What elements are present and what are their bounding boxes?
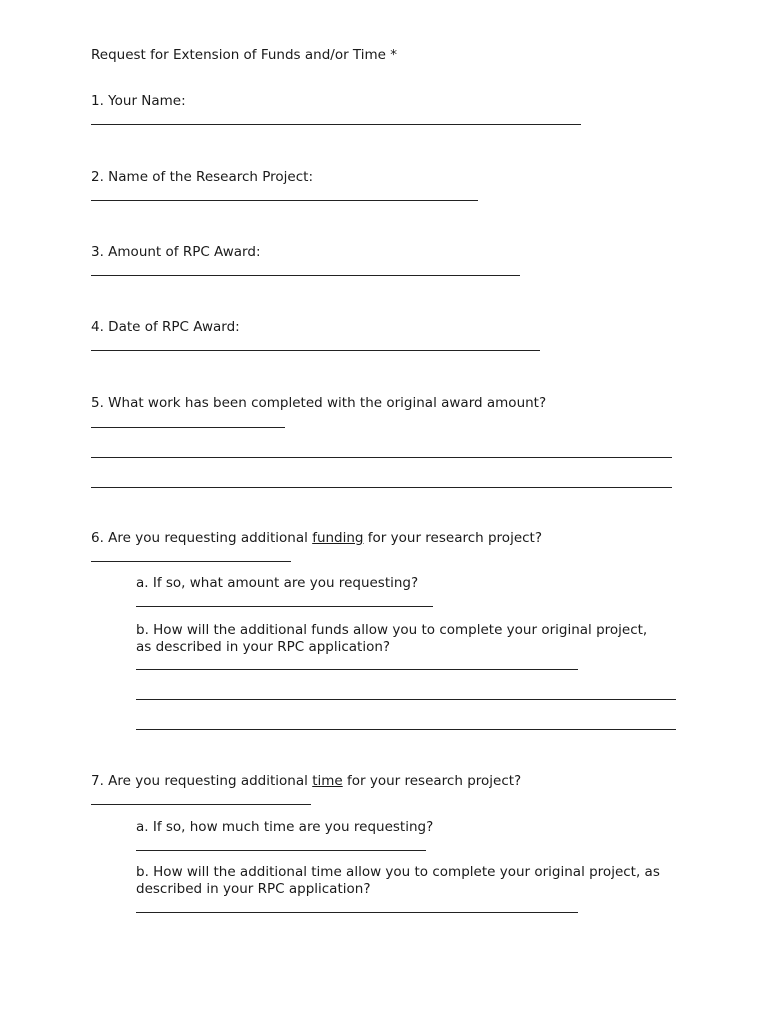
question-7-prefix: 7. Are you requesting additional — [91, 773, 313, 789]
question-6-label — [91, 530, 542, 547]
question-6b-answer-line-2[interactable] — [136, 699, 676, 700]
question-6-emphasis: funding — [312, 530, 364, 546]
question-5-answer-line-1[interactable] — [91, 427, 285, 428]
question-6b-answer-line-3[interactable] — [136, 729, 676, 730]
question-5-answer-line-2[interactable] — [91, 457, 672, 458]
question-2-answer-line[interactable] — [91, 200, 478, 201]
question-7-answer-line[interactable] — [91, 804, 311, 805]
question-6-prefix: 6. Are you requesting additional — [91, 530, 313, 546]
question-7-suffix: for your research project? — [342, 773, 522, 789]
question-4-label: 4. Date of RPC Award: — [91, 319, 240, 335]
question-7a-label: a. If so, how much time are you requesting? — [136, 819, 434, 835]
question-7b-label-line-2: described in your RPC application? — [136, 881, 371, 897]
question-6b-label-line-2: as described in your RPC application? — [136, 639, 391, 655]
question-7a-answer-line[interactable] — [136, 850, 426, 851]
question-7-emphasis: time — [312, 773, 343, 789]
question-2-label: 2. Name of the Research Project: — [91, 169, 313, 185]
question-6a-answer-line[interactable] — [136, 606, 433, 607]
question-7b-answer-line[interactable] — [136, 912, 578, 913]
question-6-answer-line[interactable] — [91, 561, 291, 562]
question-7-label — [91, 773, 521, 790]
question-6b-label-line-1: b. How will the additional funds allow you to complete your original project, — [136, 622, 648, 638]
question-7b-label-line-1: b. How will the additional time allow you to complete your original project, as — [136, 864, 660, 880]
question-1-answer-line[interactable] — [91, 124, 581, 125]
question-1-label: 1. Your Name: — [91, 93, 186, 109]
question-6b-answer-line-1[interactable] — [136, 669, 578, 670]
question-3-label: 3. Amount of RPC Award: — [91, 244, 261, 260]
question-6a-label: a. If so, what amount are you requesting? — [136, 575, 419, 591]
question-3-answer-line[interactable] — [91, 275, 520, 276]
form-title: Request for Extension of Funds and/or Time * — [91, 47, 398, 63]
question-6-suffix: for your research project? — [363, 530, 543, 546]
question-5-answer-line-3[interactable] — [91, 487, 672, 488]
question-5-label: 5. What work has been completed with the original award amount? — [91, 395, 547, 411]
question-4-answer-line[interactable] — [91, 350, 540, 351]
